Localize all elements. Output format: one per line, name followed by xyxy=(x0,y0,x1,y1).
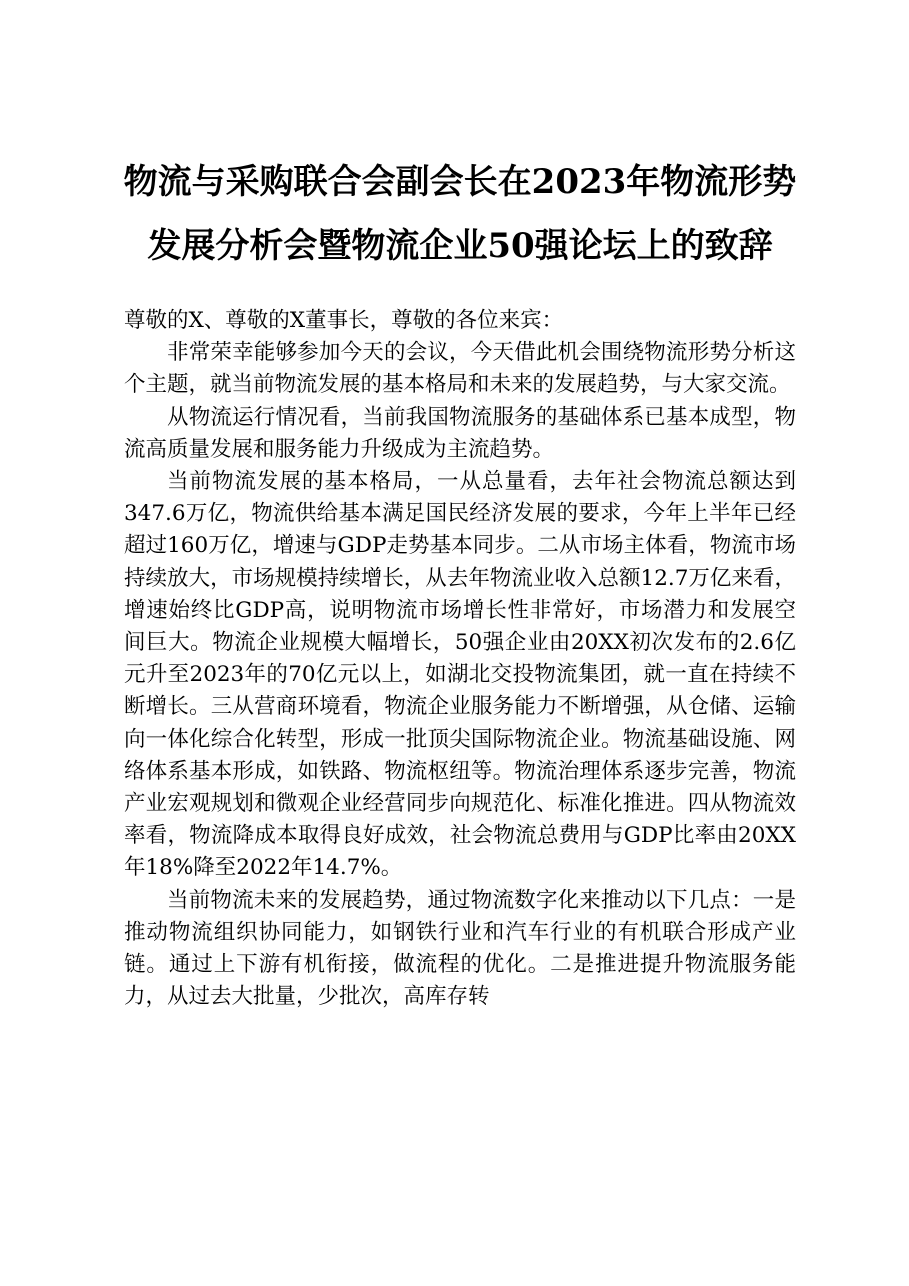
title-line-1: 物流与采购联合会副会长在2023年物流形势 xyxy=(123,162,797,202)
document-body xyxy=(124,305,796,1013)
paragraph-1: 非常荣幸能够参加今天的会议，今天借此机会围绕物流形势分析这个主题，就当前物流发展的基本格局和未来的发展趋势，与大家交流。 xyxy=(124,340,796,398)
paragraph-4: 当前物流未来的发展趋势，通过物流数字化来推动以下几点：一是推动物流组织协同能力，如钢铁行业和汽车行业的有机联合形成产业链。通过上下游有机衔接，做流程的优化。二是推进提升物流服务能力，从过去大批量，少批次，高库存转 xyxy=(124,887,796,1010)
document-title xyxy=(110,150,810,278)
paragraph-2: 从物流运行情况看，当前我国物流服务的基础体系已基本成型，物流高质量发展和服务能力升级成为主流趋势。 xyxy=(124,404,796,462)
title-line-2: 发展分析会暨物流企业50强论坛上的致辞 xyxy=(147,226,773,266)
salutation: 尊敬的X、尊敬的X董事长，尊敬的各位来宾： xyxy=(124,308,564,333)
paragraph-3: 当前物流发展的基本格局，一从总量看，去年社会物流总额达到347.6万亿，物流供给基本满足国民经济发展的要求，今年上半年已经超过160万亿，增速与GDP走势基本同步。二从市场主体看，物流市场持续放大，市场规模持续增长，从去年物流业收入总额12.7万亿来看，增速始终比GDP高，说明物流市场增长性非常好，市场潜力和发展空间巨大。物流企业规模大幅增长，50强企业由20XX初次发布的2.6亿元升至2023年的70亿元以上，如湖北交投物流集团，就一直在持续不断增长。三从营商环境看，物流企业服务能力不断增强，从仓储、运输向一体化综合化转型，形成一批顶尖国际物流企业。物流基础设施、网络体系基本形成，如铁路、物流枢纽等。物流治理体系逐步完善，物流产业宏观规划和微观企业经营同步向规范化、标准化推进。四从物流效率看，物流降成本取得良好成效，社会物流总费用与GDP比率由20XX年18%降至2022年14.7%。 xyxy=(124,469,796,881)
